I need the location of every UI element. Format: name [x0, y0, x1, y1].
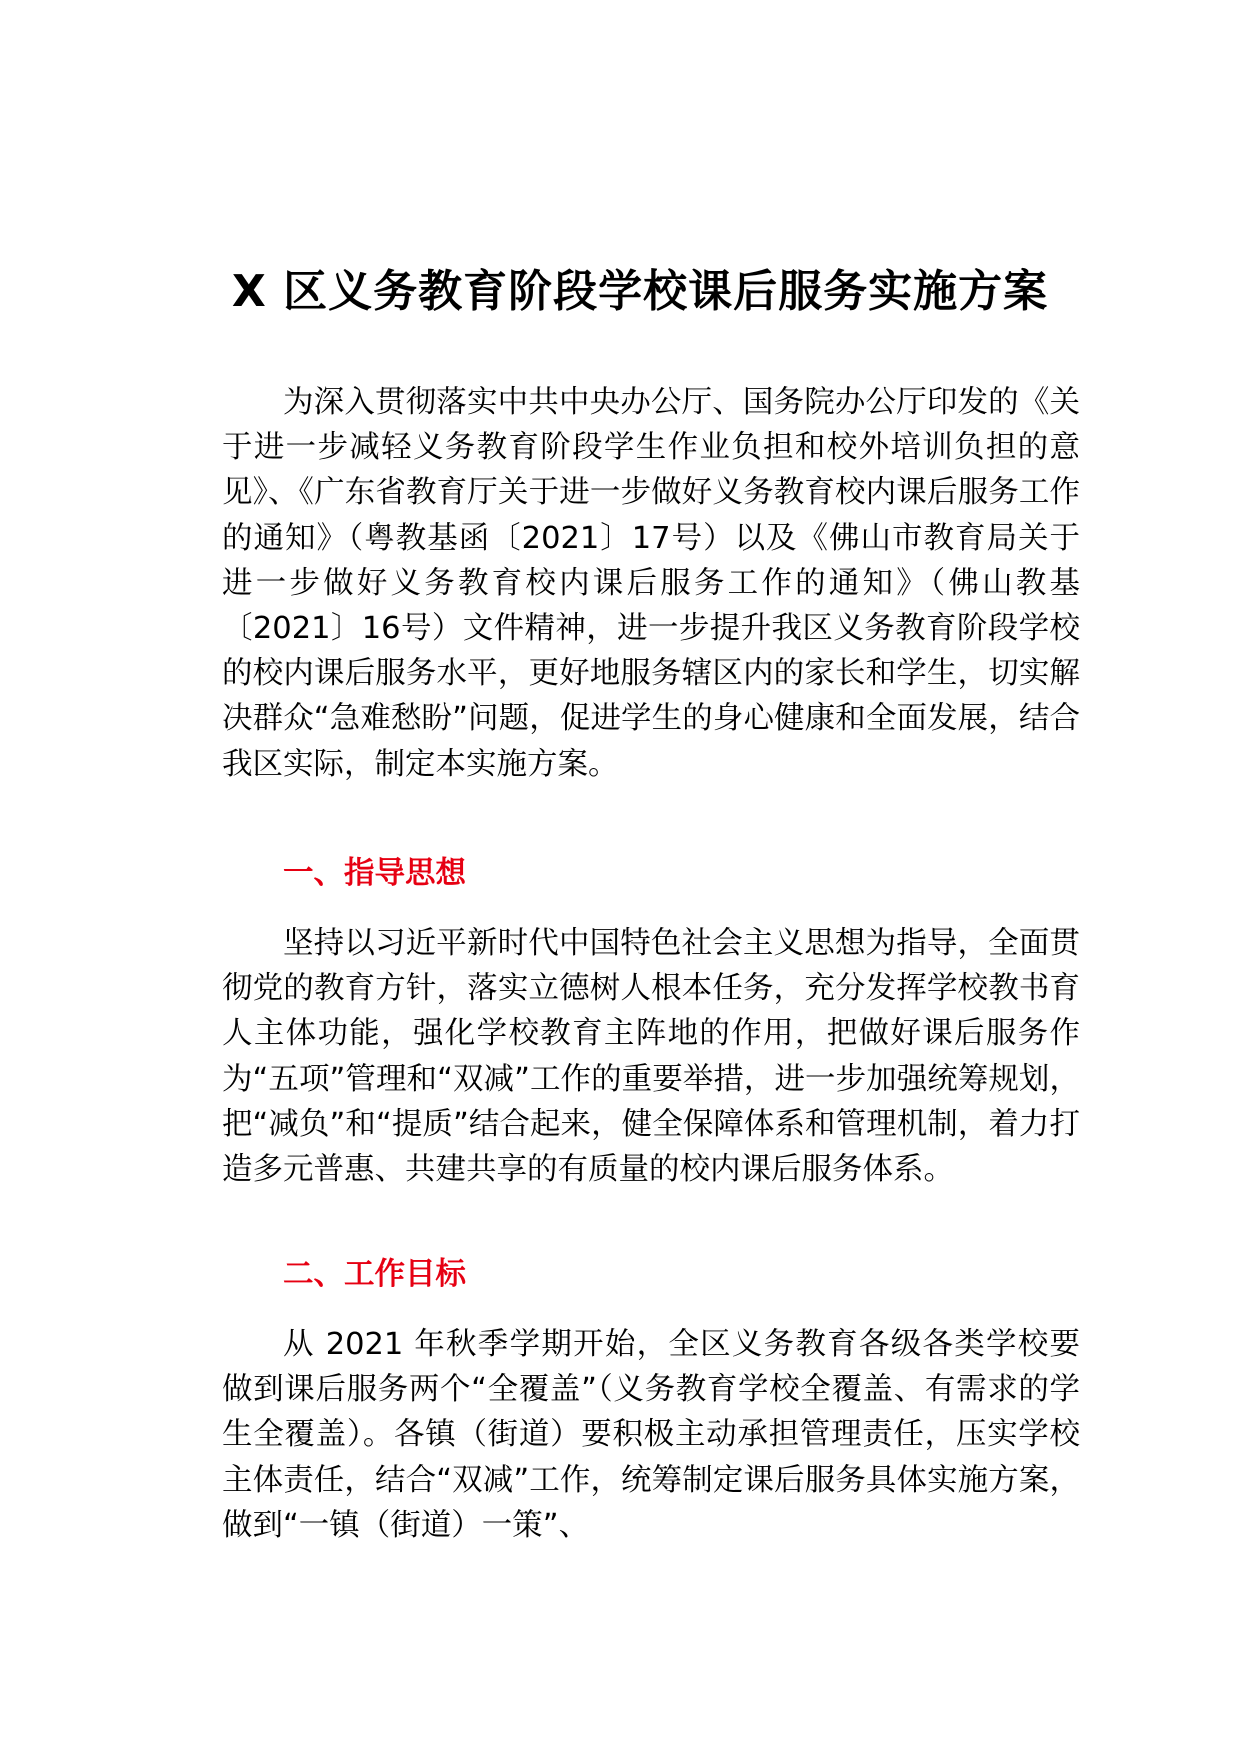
guiding-ideology-paragraph: 坚持以习近平新时代中国特色社会主义思想为指导，全面贯彻党的教育方针，落实立德树人根本任务，充分发挥学校教书育人主体功能，强化学校教育主阵地的作用，把做好课后服务作为“五项”管理和“双减”工作的重要举措，进一步加强统筹规划，把“减负”和“提质”结合起来，健全保障体系和管理机制，着力打造多元普惠、共建共享的有质量的校内课后服务体系。 — [222, 926, 1080, 1188]
work-goals-paragraph: 从 2021 年秋季学期开始，全区义务教育各级各类学校要做到课后服务两个“全覆盖”（义务教育学校全覆盖、有需求的学生全覆盖）。各镇（街道）要积极主动承担管理责任，压实学校主体责任，结合“双减”工作，统筹制定课后服务具体实施方案，做到“一镇（街道）一策”、 — [222, 1327, 1080, 1543]
document-title: X 区义务教育阶段学校课后服务实施方案 — [231, 266, 1049, 317]
section-heading-work-goals: 二、工作目标 — [283, 1257, 466, 1292]
intro-paragraph: 为深入贯彻落实中共中央办公厅、国务院办公厅印发的《关于进一步减轻义务教育阶段学生作业负担和校外培训负担的意见》、《广东省教育厅关于进一步做好义务教育校内课后服务工作的通知》（粤教基函〔2021〕17号）以及《佛山市教育局关于进一步做好义务教育校内课后服务工作的通知》（佛山教基〔2021〕16号）文件精神，进一步提升我区义务教育阶段学校的校内课后服务水平，更好地服务辖区内的家长和学生，切实解决群众“急难愁盼”问题，促进学生的身心健康和全面发展，结合我区实际，制定本实施方案。 — [222, 385, 1080, 782]
section-heading-guiding-ideology: 一、指导思想 — [283, 856, 466, 891]
